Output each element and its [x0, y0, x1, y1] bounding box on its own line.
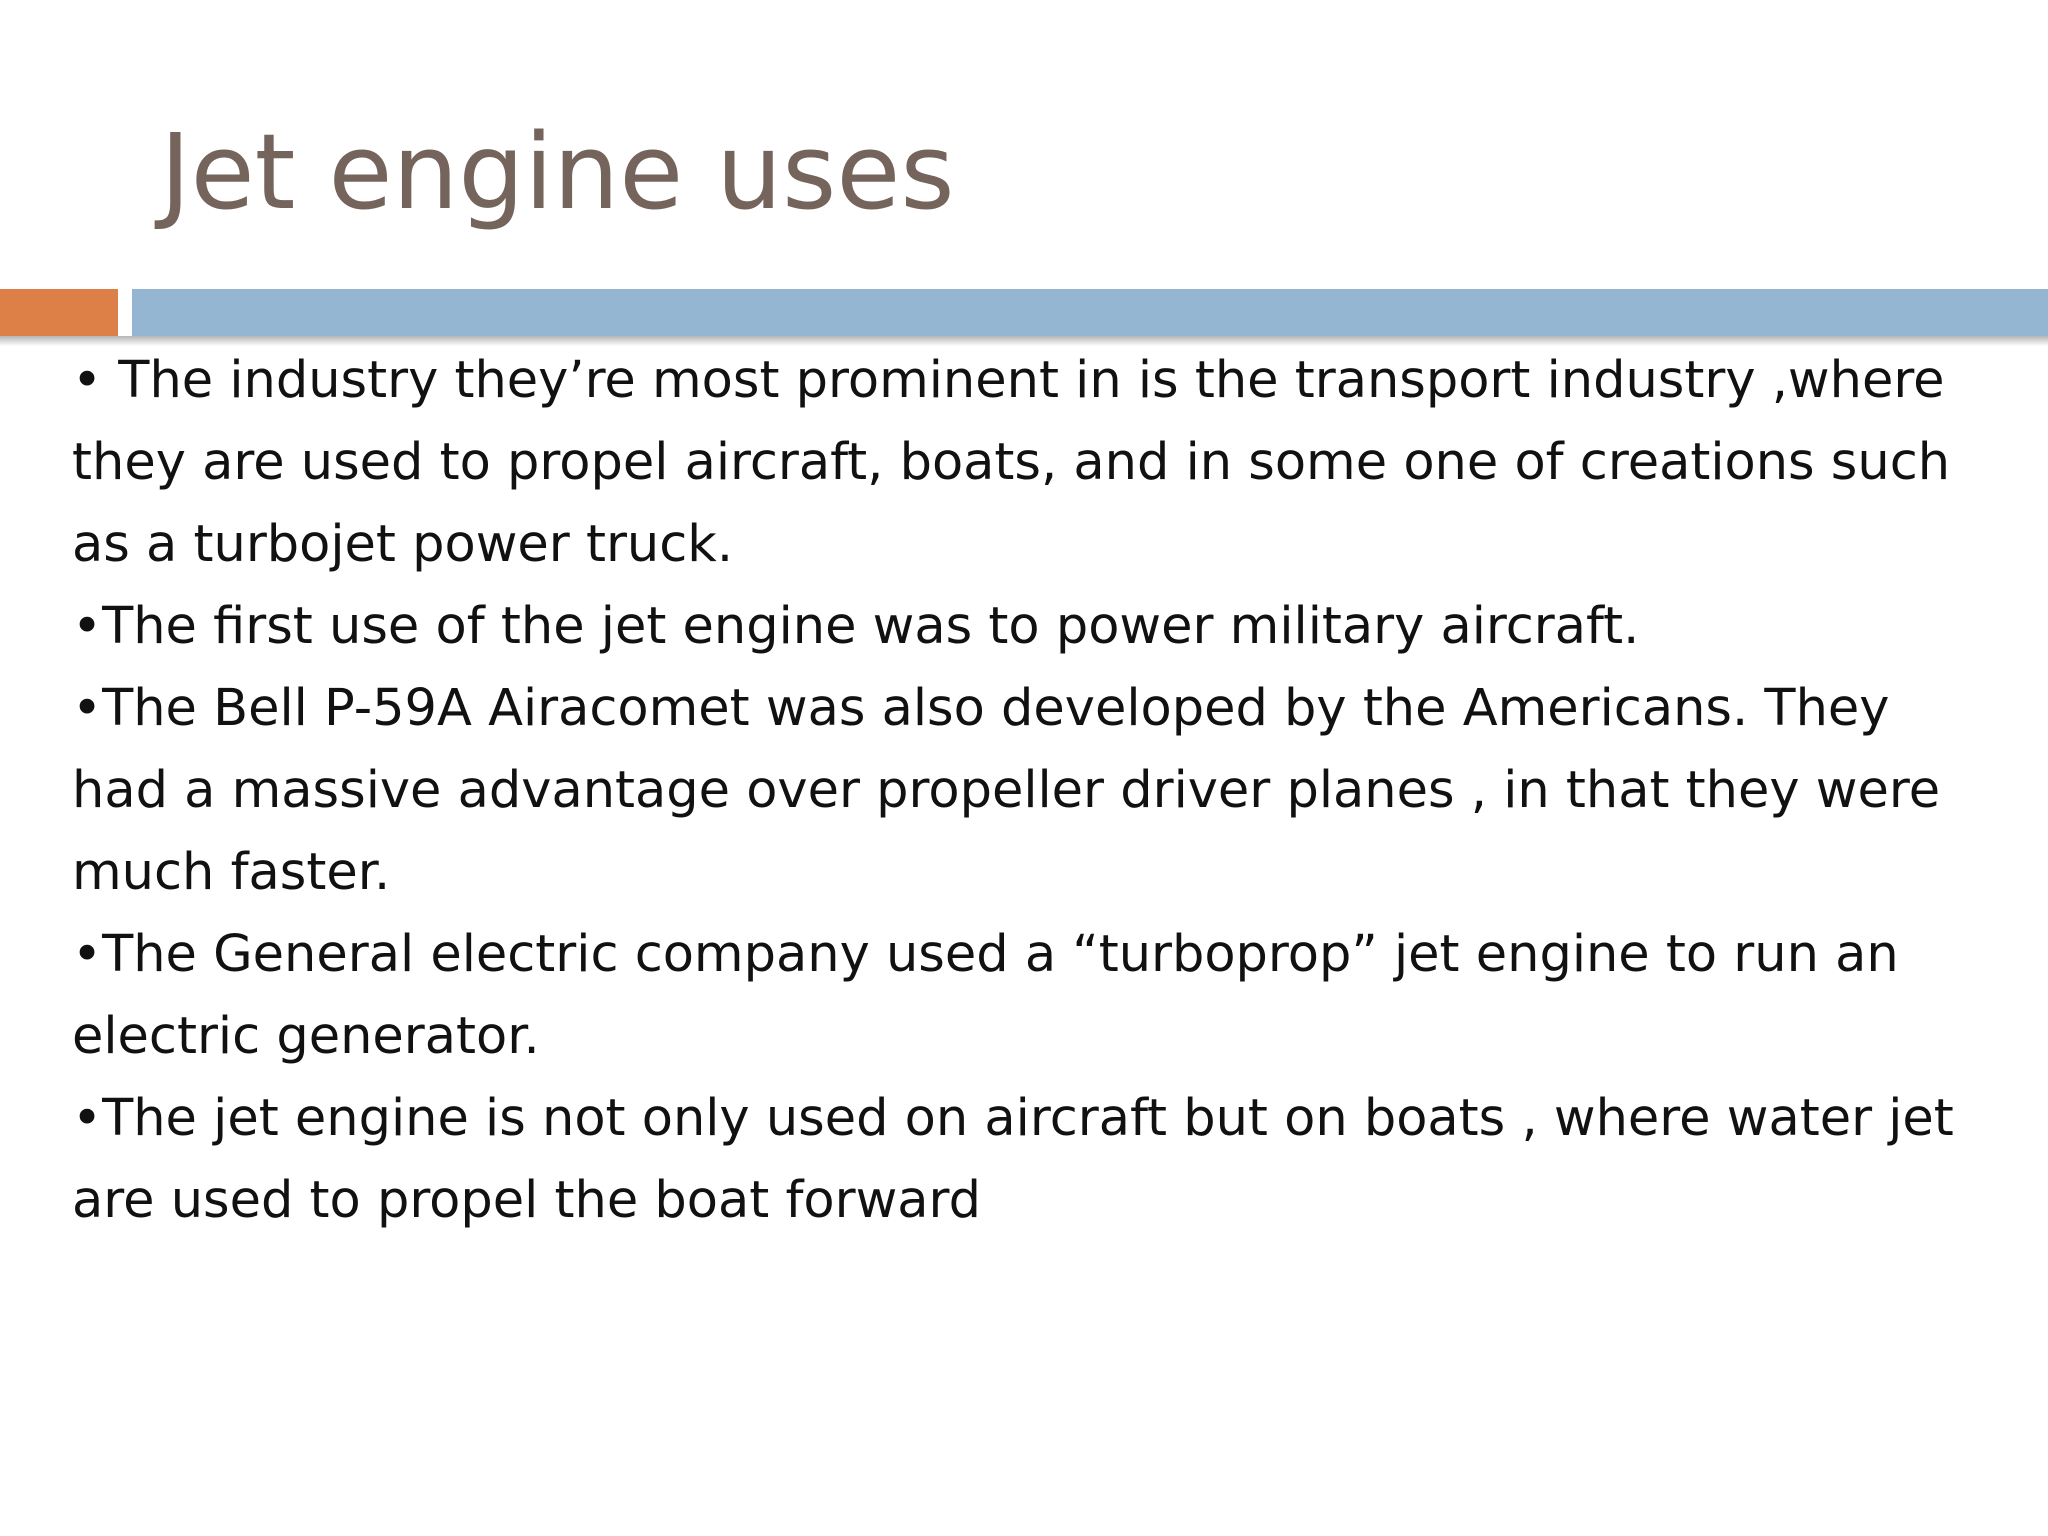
bullet-transport-industry: • The industry they’re most prominent in is the transport industry ,where they are used to propel aircraft, boats, and in some one of creations such as a turbojet power truck.	[72, 351, 1951, 574]
accent-bar-blue	[132, 289, 2048, 336]
slide-body	[72, 340, 1982, 1242]
accent-bar-orange	[0, 289, 118, 336]
bullet-boats: •The jet engine is not only used on aircraft but on boats , where water jet are used to propel the boat forward	[72, 1089, 1954, 1230]
bullet-bell-airacomet: •The Bell P-59A Airacomet was also developed by the Americans. They had a massive advantage over propeller driver planes , in that they were much faster.	[72, 679, 1941, 902]
slide-title: Jet engine uses	[160, 111, 955, 233]
bullet-first-use: •The first use of the jet engine was to power military aircraft.	[72, 597, 1640, 656]
bullet-general-electric: •The General electric company used a “turboprop” jet engine to run an electric generator.	[72, 925, 1899, 1066]
